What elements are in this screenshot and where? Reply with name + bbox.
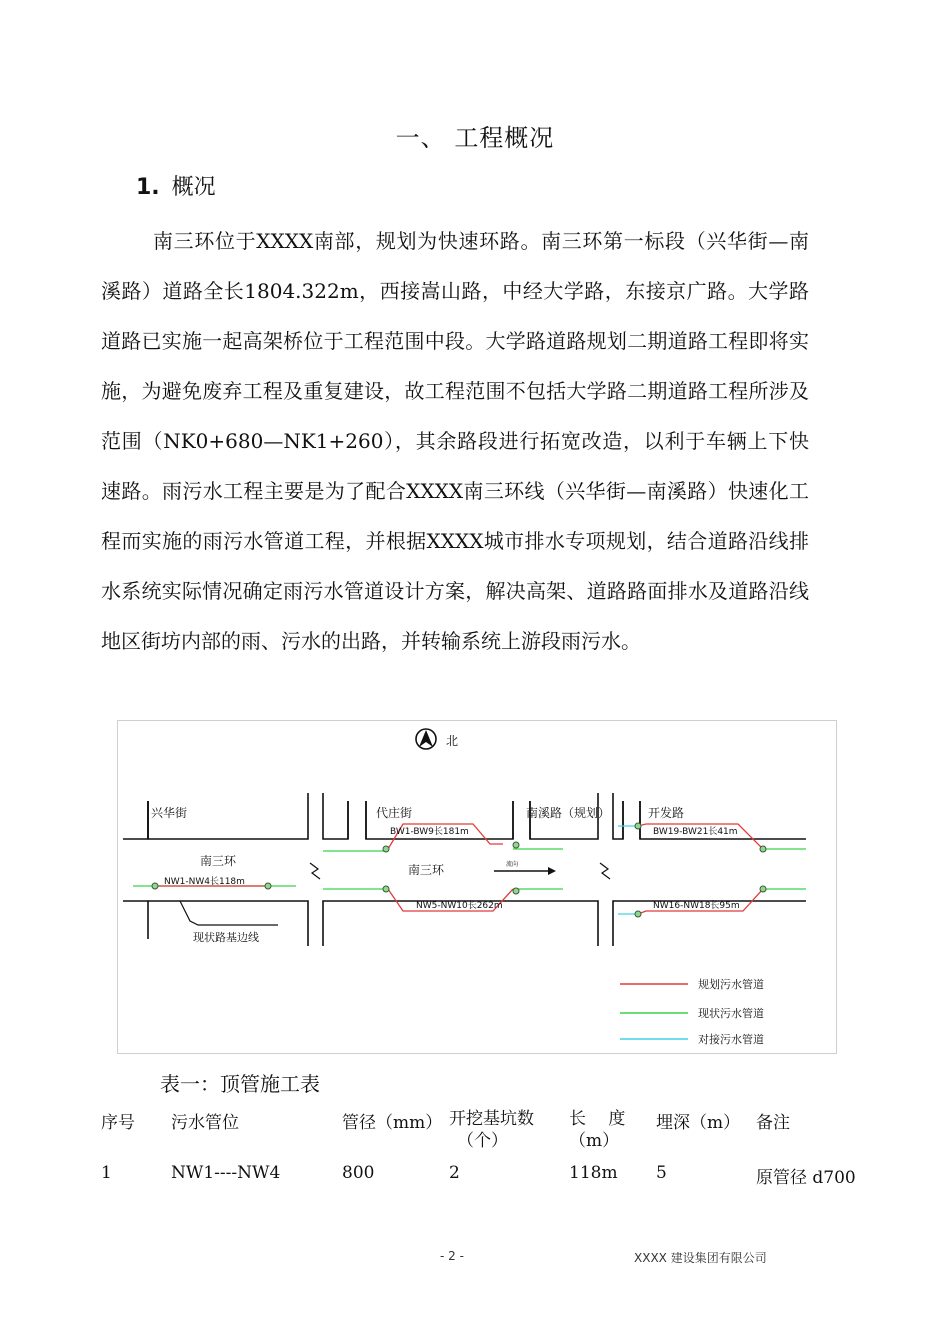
street-label-xinghua: 兴华街 [151, 806, 188, 820]
subsection-heading [136, 170, 216, 201]
north-label: 北 [446, 734, 459, 748]
road-label-center: 南三环 [408, 863, 445, 877]
street-label-kaifa: 开发路 [648, 806, 685, 820]
break-symbols [310, 863, 610, 879]
header-remark: 备注 [756, 1113, 790, 1133]
company-name: XXXX 建设集团有限公司 [634, 1251, 767, 1265]
legend-label-planned: 规划污水管道 [698, 978, 764, 991]
header-length [569, 1108, 625, 1152]
section-number: 一、 [395, 124, 446, 152]
segment-label-nw5-nw10: NW5-NW10长262m [416, 901, 503, 911]
body-text [101, 216, 809, 666]
existing-baseline-line [180, 901, 278, 925]
legend-label-existing: 现状污水管道 [698, 1007, 764, 1020]
street-label-daizhuang: 代庄街 [376, 806, 413, 820]
header-length-line2: （m） [569, 1131, 620, 1151]
header-pit-count-line1: 开挖基坑数 [449, 1109, 534, 1129]
row-index: 1 [101, 1163, 112, 1183]
header-pit-count [449, 1108, 534, 1152]
header-index: 序号 [101, 1113, 135, 1133]
header-pipe-position: 污水管位 [171, 1113, 239, 1133]
segment-label-bw1-bw9: BW1-BW9长181m [390, 827, 469, 837]
site-plan-drawing [118, 721, 836, 1053]
legend-label-connection: 对接污水管道 [698, 1033, 764, 1046]
header-diameter: 管径（mm） [342, 1113, 443, 1133]
road-label-west: 南三环 [200, 854, 237, 868]
baseline-label: 现状路基边线 [193, 931, 259, 944]
row-pit-count: 2 [449, 1163, 460, 1183]
row-remark: 原管径 d700 [756, 1168, 856, 1188]
table-caption: 表一：顶管施工表 [160, 1072, 320, 1096]
page-number: - 2 - [440, 1249, 464, 1263]
row-length: 118m [569, 1163, 618, 1183]
road-outlines [123, 793, 806, 946]
pipeline-site-plan [117, 720, 837, 1054]
section-heading [0, 118, 950, 153]
subsection-number: 1. [136, 175, 160, 200]
section-title: 工程概况 [454, 124, 555, 152]
flow-arrow [494, 867, 556, 875]
segment-label-nw1-nw4: NW1-NW4长118m [164, 877, 245, 887]
row-depth: 5 [656, 1163, 667, 1183]
row-diameter: 800 [342, 1163, 375, 1183]
segment-label-bw19-bw21: BW19-BW21长41m [653, 827, 738, 837]
row-pipe-position: NW1----NW4 [171, 1163, 281, 1183]
segment-label-nw16-nw18: NW16-NW18长95m [653, 901, 740, 911]
header-depth: 埋深（m） [656, 1113, 741, 1133]
header-length-line1: 长 度 [569, 1109, 626, 1129]
street-label-nanxi: 南溪路（规划） [526, 806, 611, 820]
header-pit-count-line2: （个） [457, 1131, 508, 1151]
overview-paragraph: 南三环位于XXXX南部，规划为快速环路。南三环第一标段（兴华街—南溪路）道路全长1804.322m，西接嵩山路，中经大学路，东接京广路。大学路道路已实施一起高架桥位于工程范围中段。大学路道路规划二期道路工程即将实施，为避免废弃工程及重复建设，故工程范围不包括大学路二期道路工程所涉及范围（NK0+680—NK1+260），其余路段进行拓宽改造，以利于车辆上下快速路。雨污水工程主要是为了配合XXXX南三环线（兴华街—南溪路）快速化工程而实施的雨污水管道工程，并根据XXXX城市排水专项规划，结合道路沿线排水系统实际情况确定雨污水管道设计方案，解决高架、道路路面排水及道路沿线地区街坊内部的雨、污水的出路，并转输系统上游段雨污水。 [101, 229, 809, 653]
north-arrow-icon [416, 729, 436, 749]
subsection-title: 概况 [171, 175, 216, 200]
flow-direction-label: 流向 [506, 861, 519, 868]
legend [620, 977, 764, 1046]
